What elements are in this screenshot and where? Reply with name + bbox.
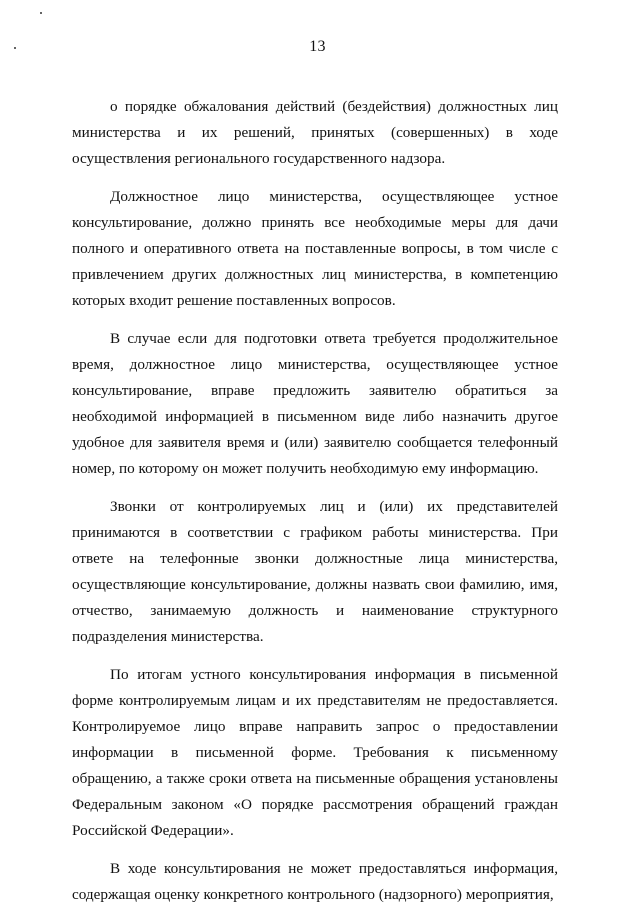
- scan-speck: [40, 12, 42, 14]
- document-body: [72, 94, 558, 920]
- paragraph-restrictions: В ходе консультирования не может предоставляться информация, содержащая оценку конкретного контрольного (надзорного) мероприятия,: [72, 860, 558, 903]
- paragraph-extended-response: В случае если для подготовки ответа требуется продолжительное время, должностное лицо министерства, осуществляющее устное консультирование, вправе предложить заявителю обратиться за необходимой информацией в письменном виде либо назначить другое удобное для заявителя время и (или) заявителю сообщается телефонный номер, по которому он может получить необходимую ему информацию.: [72, 330, 558, 477]
- paragraph-appeal-procedure: о порядке обжалования действий (бездействия) должностных лиц министерства и их решений, принятых (совершенных) в ходе осуществления регионального государственного надзора.: [72, 98, 558, 167]
- paragraph-oral-consultation: Должностное лицо министерства, осуществляющее устное консультирование, должно принять все необходимые меры для дачи полного и оперативного ответа на поставленные вопросы, в том числе с привлечением других должностных лиц министерства, в компетенцию которых входит решение поставленных вопросов.: [72, 188, 558, 309]
- paragraph-written-info: По итогам устного консультирования информация в письменной форме контролируемым лицам и их представителям не предоставляется. Контролируемое лицо вправе направить запрос о предоставлении информации в письменной форме. Требования к письменному обращению, а также сроки ответа на письменные обращения установлены Федеральным законом «О порядке рассмотрения обращений граждан Российской Федерации».: [72, 666, 558, 839]
- paragraph-phone-calls: Звонки от контролируемых лиц и (или) их представителей принимаются в соответствии с графиком работы министерства. При ответе на телефонные звонки должностные лица министерства, осуществляющие консультирование, должны назвать свои фамилию, имя, отчество, занимаемую должность и наименование структурного подразделения министерства.: [72, 498, 558, 645]
- page-number: 13: [309, 38, 326, 55]
